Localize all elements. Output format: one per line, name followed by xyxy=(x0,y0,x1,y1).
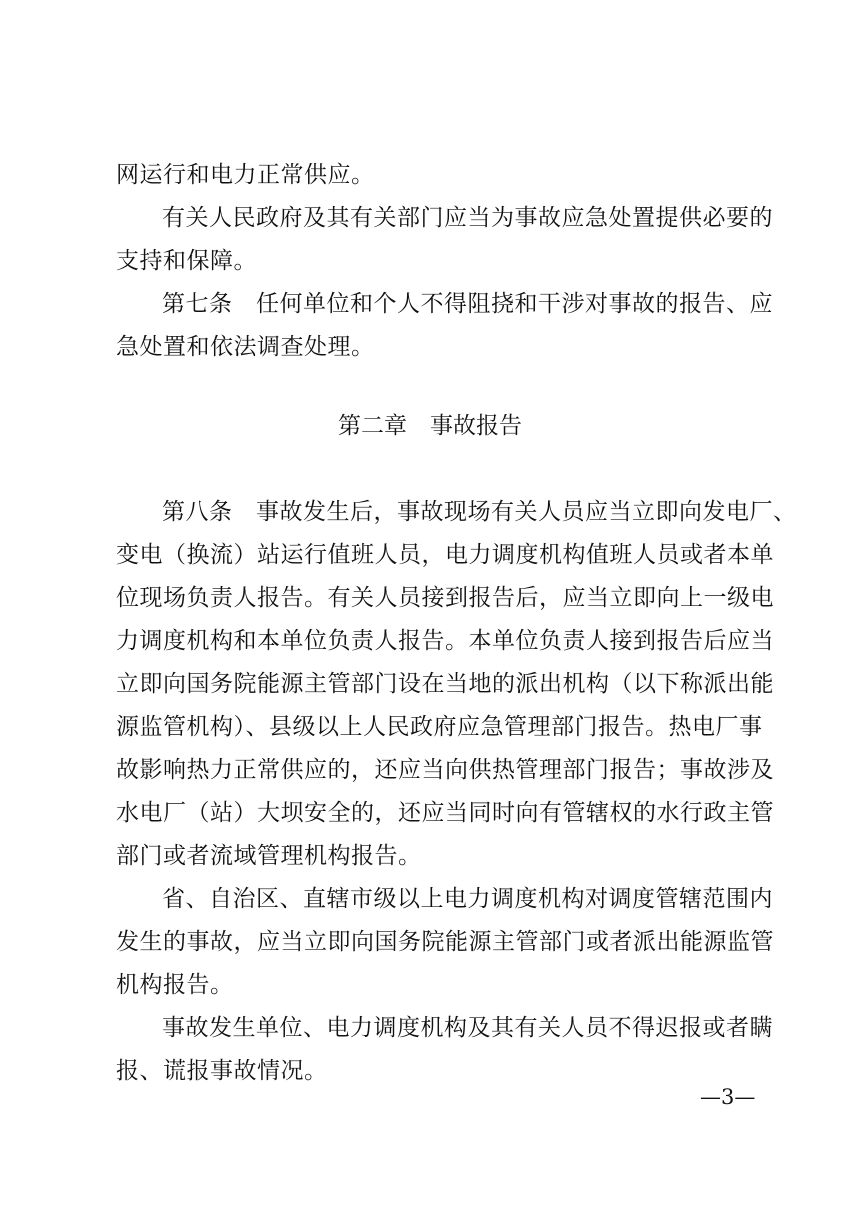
paragraph-line: 事故发生单位、电力调度机构及其有关人员不得迟报或者瞒 xyxy=(162,1015,773,1041)
paragraph-line: 支持和保障。 xyxy=(116,248,257,274)
article-8-line: 变电（换流）站运行值班人员，电力调度机构值班人员或者本单 xyxy=(116,542,774,568)
article-8-line: 水电厂（站）大坝安全的，还应当同时向有管辖权的水行政主管 xyxy=(116,800,774,826)
article-7-line: 急处置和依法调查处理。 xyxy=(116,334,375,360)
article-8-line: 力调度机构和本单位负责人报告。本单位负责人接到报告后应当 xyxy=(116,628,774,654)
page-number: —3— xyxy=(700,1085,756,1109)
article-8-line: 源监管机构）、县级以上人民政府应急管理部门报告。热电厂事 xyxy=(116,714,763,740)
paragraph-line: 网运行和电力正常供应。 xyxy=(116,162,375,188)
paragraph-line: 省、自治区、直辖市级以上电力调度机构对调度管辖范围内 xyxy=(162,886,773,912)
article-8-line: 位现场负责人报告。有关人员接到报告后，应当立即向上一级电 xyxy=(116,585,774,611)
article-8-line: 第八条 事故发生后，事故现场有关人员应当立即向发电厂、 xyxy=(162,499,797,525)
article-8-line: 部门或者流域管理机构报告。 xyxy=(116,843,422,869)
chapter-heading: 第二章 事故报告 xyxy=(338,413,522,439)
article-8-line: 立即向国务院能源主管部门设在当地的派出机构（以下称派出能 xyxy=(116,671,774,697)
paragraph-line: 机构报告。 xyxy=(116,972,234,998)
article-8-line: 故影响热力正常供应的，还应当向供热管理部门报告；事故涉及 xyxy=(116,757,774,783)
paragraph-line: 发生的事故，应当立即向国务院能源主管部门或者派出能源监管 xyxy=(116,929,774,955)
paragraph-line: 有关人民政府及其有关部门应当为事故应急处置提供必要的 xyxy=(162,205,773,231)
paragraph-line: 报、谎报事故情况。 xyxy=(116,1058,328,1084)
article-7-line: 第七条 任何单位和个人不得阻挠和干涉对事故的报告、应 xyxy=(162,291,773,317)
